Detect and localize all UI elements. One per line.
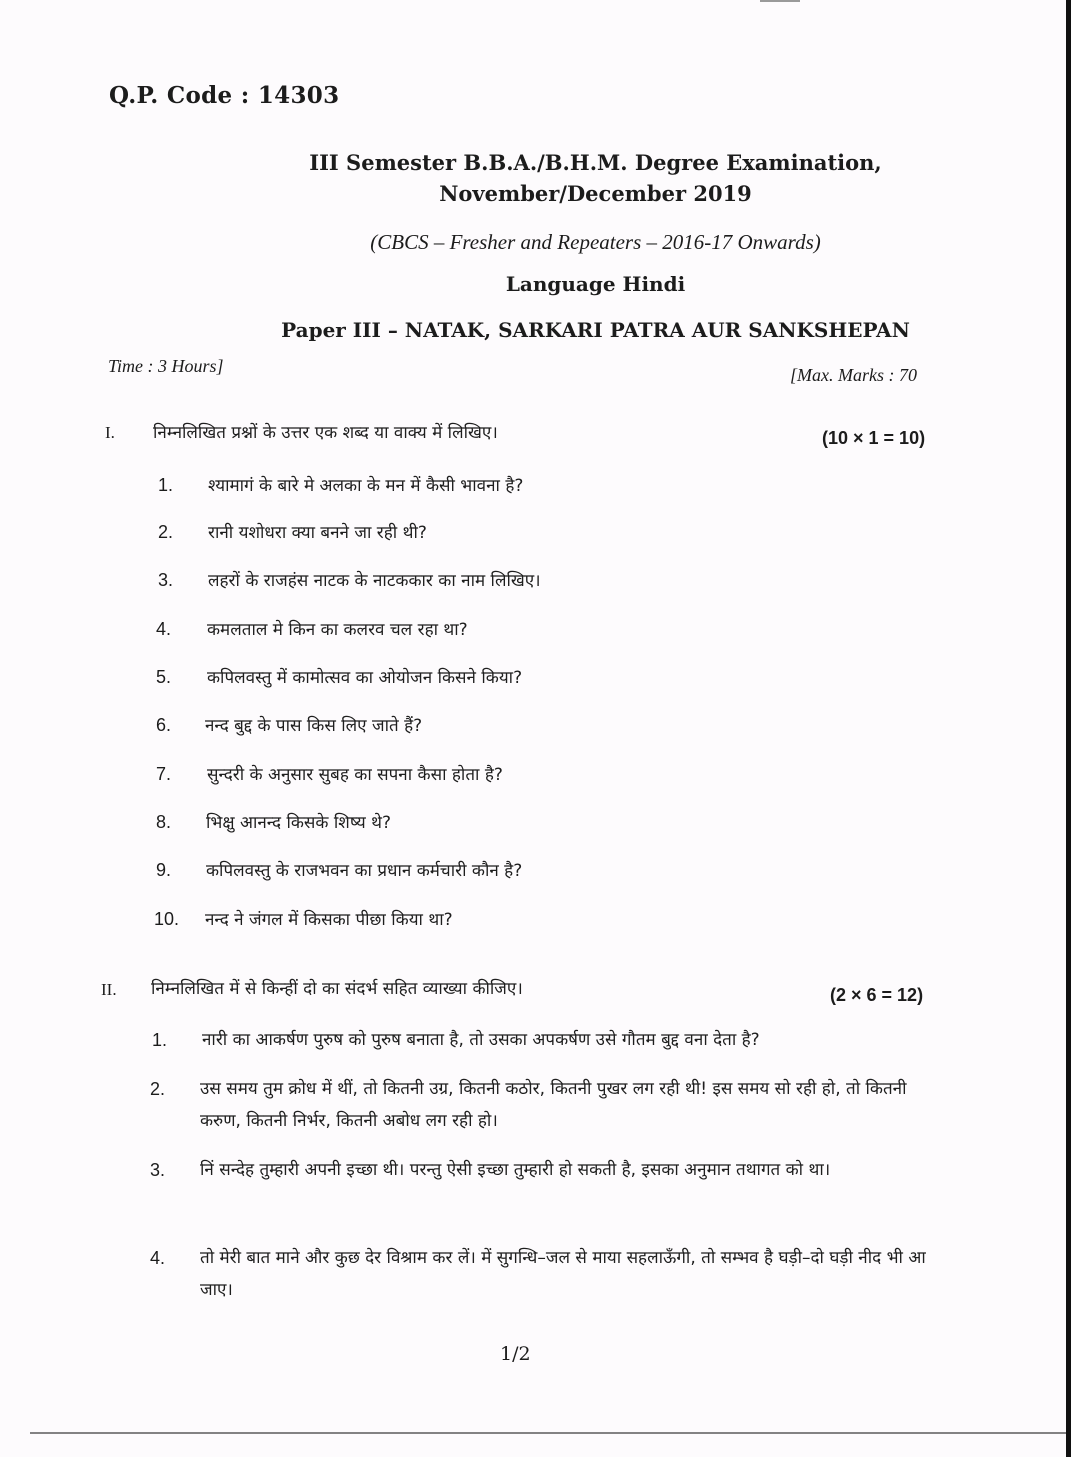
section-number: II. (101, 980, 117, 999)
question-text: रानी यशोधरा क्या बनने जा रही थी? (208, 523, 427, 543)
time-allowed: Time : 3 Hours] (108, 356, 224, 376)
question-text: श्यामागं के बारे मे अलका के मन में कैसी भावना है? (208, 476, 524, 496)
question-text: सुन्दरी के अनुसार सुबह का सपना कैसा होता है? (207, 765, 503, 785)
qp-code: Q.P. Code : 14303 (109, 82, 340, 109)
question-number: 4. (150, 1248, 166, 1268)
question-text: उस समय तुम क्रोध में थीं, तो कितनी उग्र, कितनी कठोर, कितनी पुखर लग रही थी! इस समय सो रही हो, तो कितनी करुण, कितनी निर्भर, कितनी अबोध लग रही हो। (200, 1079, 907, 1131)
scheme-note: (CBCS – Fresher and Repeaters – 2016-17 Onwards) (370, 230, 821, 254)
question-number: 10. (154, 909, 180, 929)
section-number: I. (105, 423, 115, 442)
page-number: 1/2 (500, 1343, 531, 1365)
question-number: 9. (156, 860, 172, 880)
question-number: 1. (158, 475, 174, 495)
question-number: 2. (150, 1079, 166, 1099)
section-instruction: निम्नलिखित में से किन्हीं दो का संदर्भ सहित व्याख्या कीजिए। (151, 979, 523, 999)
question-number: 3. (158, 570, 174, 590)
question-text: नन्द ने जंगल में किसका पीछा किया था? (205, 910, 453, 930)
question-text: भिक्षु आनन्द किसके शिष्य थे? (206, 813, 391, 833)
question-text: निं सन्देह तुम्हारी अपनी इच्छा थी। परन्तु ऐसी इच्छा तुम्हारी हो सकती है, इसका अनुमान तथागत को था। (200, 1160, 831, 1180)
scan-bottom-edge (30, 1432, 1066, 1434)
question-number: 7. (156, 764, 172, 784)
section-instruction: निम्नलिखित प्रश्नों के उत्तर एक शब्द या वाक्य में लिखिए। (153, 423, 498, 443)
question-text: कपिलवस्तु के राजभवन का प्रधान कर्मचारी कौन है? (206, 861, 523, 881)
question-text: लहरों के राजहंस नाटक के नाटककार का नाम लिखिए। (208, 571, 541, 591)
question-text: कपिलवस्तु में कामोत्सव का ओयोजन किसने किया? (207, 668, 523, 688)
max-marks: [Max. Marks : 70 (790, 365, 917, 385)
question-number: 4. (156, 619, 172, 639)
question-text: नारी का आकर्षण पुरुष को पुरुष बनाता है, तो उसका अपकर्षण उसे गौतम बुद्द वना देता है? (202, 1030, 760, 1050)
exam-session: November/December 2019 (439, 181, 752, 206)
question-number: 2. (158, 522, 174, 542)
scan-artifact (760, 0, 800, 2)
section-marks: (2 × 6 = 12) (830, 985, 924, 1005)
paper-title: Paper III – NATAK, SARKARI PATRA AUR SANKSHEPAN (281, 318, 910, 342)
question-number: 8. (156, 812, 172, 832)
question-number: 1. (152, 1030, 168, 1050)
question-number: 5. (156, 667, 172, 687)
question-text: तो मेरी बात माने और कुछ देर विश्राम कर लें। में सुगन्धि–जल से माया सहलाऊँगी, तो सम्भव है घड़ी–दो घड़ी नीद भी आ जाए। (200, 1248, 926, 1300)
section-marks: (10 × 1 = 10) (822, 428, 926, 448)
exam-title: III Semester B.B.A./B.H.M. Degree Examination, (309, 150, 882, 175)
subject: Language Hindi (505, 272, 686, 296)
question-number: 3. (150, 1160, 166, 1180)
question-number: 6. (156, 715, 172, 735)
question-text: नन्द बुद्द के पास किस लिए जाते हैं? (205, 716, 423, 736)
scan-border (1066, 0, 1071, 1457)
question-text: कमलताल मे किन का कलरव चल रहा था? (207, 620, 468, 640)
